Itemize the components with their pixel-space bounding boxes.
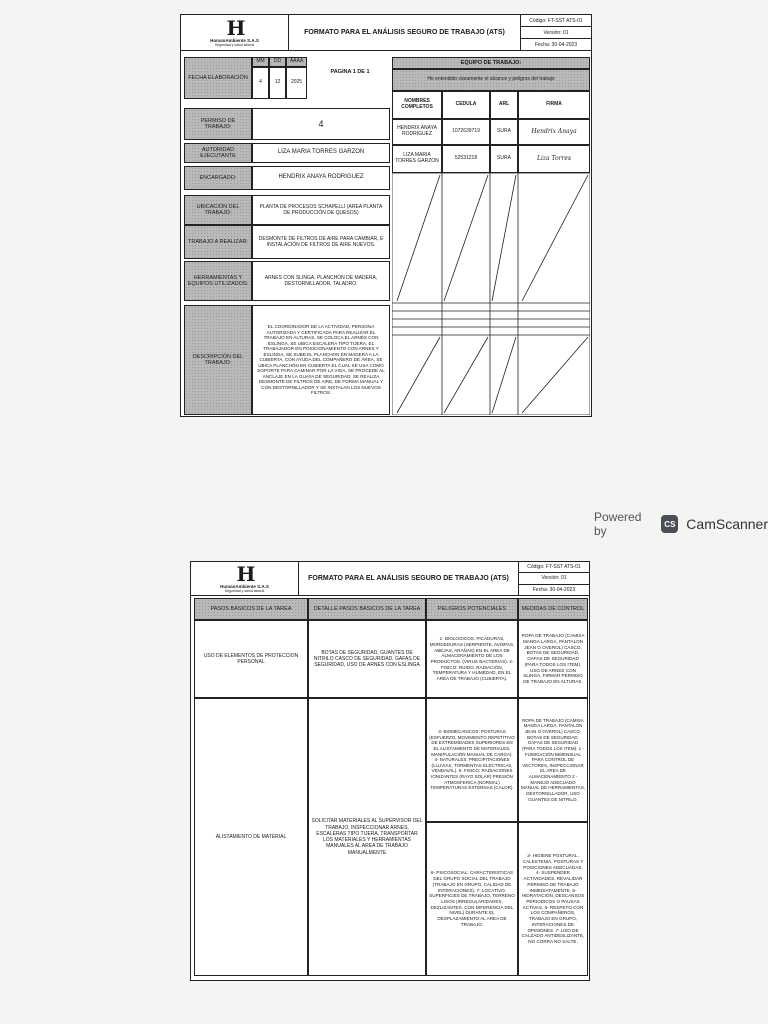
col-cedula: CEDULA: [442, 91, 490, 119]
form-code: Código: FT-SST ATS-01: [521, 15, 591, 27]
row1-peligros: 1- BIOLOGICOS: PICADURAS, MORDEDURAS (SERPIENTE, AVISPAS, ABEJAS, ARAÑAS) EN EL AREA DE ALMACENAMIENTO DE LOS PRODUCTOS. (VIRUS BACTERIAS). 2- FISICO: RUIDO, RADIACIÓN, TEMPERATURA Y HUMEDAD, EN EL AREA DE TRABAJO (CUBIERTA).: [426, 620, 518, 698]
equipo-note: He entendido claramente el alcance y peligros del trabajo: [392, 69, 590, 91]
trabajo-label: TRABAJO A REALIZAR:: [184, 225, 252, 259]
herramientas-label: HERRAMIENTAS Y EQUIPOS UTILIZADOS:: [184, 261, 252, 301]
form-title: FORMATO PARA EL ANÁLISIS SEGURO DE TRABAJO (ATS): [289, 15, 521, 50]
row1-paso: USO DE ELEMENTOS DE PROTECCION PERSONAL: [194, 620, 308, 698]
company-name: HumanAmbiente S.A.S: [220, 584, 269, 589]
header-detalle: DETALLE PASOS BÁSICOS DE LA TAREA: [308, 598, 426, 620]
permiso-label: PERMISO DE TRABAJO:: [184, 108, 252, 140]
form-meta: [519, 562, 589, 595]
row2-peligros-b: 6- PSICOSOCIAL: CARACTERISTICAS DEL GRUPO SOCIAL DEL TRABAJO (TRABAJO EN GRUPO, CALIDAD DE INTERACIONES). 7- LOCATIVO: SUPERFICIES DE TRABAJO, TERRENO LISOS (IRREGULARIDADES, DEZLIZANTES, CON DIFERENCIA DEL NIVEL) DURANTE EL DESPLAZAMIENTO AL AREA DE TRABAJO.: [426, 822, 518, 976]
row2-paso: ALISTAMIENTO DE MATERIAL: [194, 698, 308, 976]
autoridad-value: LIZA MARIA TORRES GARZON: [252, 143, 390, 163]
crossed-empty-rows: [392, 173, 590, 415]
encargado-label: ENCARGADO:: [184, 166, 252, 190]
row2-medidas-a: ROPA DE TRABAJO (CAMISA MANGA LARGA, PANTALON JEAN O OVEROL) CASCO, BOTAS DE SEGURIDAD, GAFAS DE SEGURIDAD (PARA TODOS LOS ITEM). 1 - FUMIGACIÓN BIMENSUAL PARA CONTROL DE VECTORES, INSPECCIONAR EL AREA DE ALMACENAMIENTO 2 - MANEJO ADECUADO MANUAL DE HERRAMIENTAS, DESTORNILLADOR, USO GUANTES DE NITRILO.: [518, 698, 588, 822]
company-name: HumanAmbiente S.A.S: [210, 38, 259, 43]
aaaa-value: 2025: [286, 67, 307, 99]
fecha-label: FECHA ELABORACIÓN: [184, 57, 252, 99]
worker-signature: Liza Torres: [518, 145, 590, 173]
header-medidas: MEDIDAS DE CONTROL: [518, 598, 588, 620]
herramientas-value: ARNES CON SLINGA, PLANCHON DE MADERA, DESTORNILLADOR, TALADRO.: [252, 261, 390, 301]
trabajo-value: DESMONTE DE FILTROS DE AIRE PARA CAMBIAR, E INSTALACIÓN DE FILTROS DE AIRE NUEVOS.: [252, 225, 390, 259]
ubicacion-label: UBICACIÓN DEL TRABAJO:: [184, 195, 252, 225]
powered-by-text: Powered by: [594, 510, 642, 538]
form-title: FORMATO PARA EL ANÁLISIS SEGURO DE TRABAJO (ATS): [299, 562, 519, 595]
descripcion-label: DESCRIPCIÓN DEL TRABAJO:: [184, 305, 252, 415]
header-peligros: PELIGROS POTENCIALES: [426, 598, 518, 620]
ats-form-page-2: [190, 561, 590, 981]
camscanner-name: CamScanner: [686, 516, 768, 532]
company-tagline: Seguridad y salud laboral: [214, 43, 255, 47]
worker-arl: SURA: [490, 119, 518, 145]
worker-cedula: 1072639719: [442, 119, 490, 145]
mm-label: MM: [252, 57, 269, 67]
worker-nombre: LIZA MARIA TORRES GARZON: [392, 145, 442, 173]
header-pasos: PASOS BÁSICOS DE LA TAREA: [194, 598, 308, 620]
camscanner-brand: [594, 510, 768, 538]
company-logo: H HumanAmbiente S.A.S Seguridad y salud laboral: [181, 15, 289, 50]
col-nombres: NOMBRES COMPLETOS: [392, 91, 442, 119]
form-version: Versión: 01: [519, 573, 589, 584]
aaaa-label: AAAA: [286, 57, 307, 67]
form-meta: [521, 15, 591, 50]
worker-cedula: 52531218: [442, 145, 490, 173]
company-logo: H HumanAmbiente S.A.S Seguridad y salud laboral: [191, 562, 299, 595]
mm-value: 4: [252, 67, 269, 99]
dd-label: DD: [269, 57, 286, 67]
encargado-value: HENDRIX ANAYA RODRIGUEZ: [252, 166, 390, 190]
ats-form-page-1: [180, 14, 592, 417]
form-version: Versión: 01: [521, 27, 591, 39]
form-code: Código: FT-SST ATS-01: [519, 562, 589, 573]
equipo-title: EQUIPO DE TRABAJO:: [392, 57, 590, 69]
form-date: Fecha: 30-04-2023: [534, 41, 578, 48]
form-header: [181, 15, 591, 51]
company-tagline: Seguridad y salud laboral: [224, 589, 265, 593]
row2-peligros-a: 3- BIOMECANICOS: POSTURAS (ESFUERZO, MOVIMIENTO REPETITIVO DE EXTREMIDADES SUPERIORES EN EL ALISTAMIENTO DE MATERIALES, MANIPULACIÓN MANUAL DE CARGA). 4- NATURALES: PRECIPITACIONES (LLUVIAS, TORMENTAS ELECTRICAS, VENDAVAL). 5- FISICO: RADIACIONES IONIZANTES (RAYO SOLAR) PRESIÓN ATMOSFERICA (NORMAL) TEMPERATURAS EXTERNAS (CALOR).: [426, 698, 518, 822]
worker-arl: SURA: [490, 145, 518, 173]
pagina-indicator: PAGINA 1 DE 1: [330, 69, 370, 75]
ubicacion-value: PLANTA DE PROCESOS SCHAPELLI (AREA PLANTA DE PRODUCCIÓN DE QUESOS): [252, 195, 390, 225]
camscanner-icon: CS: [661, 515, 678, 533]
risk-table: [194, 598, 588, 978]
row2-detalle: SOLICITAR MATERIALES AL SUPERVISOR DEL TRABAJO, INSPECCIONAR ARNES, ESCALERAS TIPO TIJERA, TRANSPORTAR LOS MATERIALES Y HERRAMIENTAS MANUALES AL AREA DE TRABAJO MANUALMENTE: [308, 698, 426, 976]
worker-nombre: HENDRIX ANAYA RODRIGUEZ: [392, 119, 442, 145]
row2-medidas-b: 3- HIGIENE POSTURAL, CALESTENIA, POSTURAS Y POSICIONES ADECUADAS. 4- SUSPENDER ACTIVIDADES, REVALIDAR PERMISO DE TRABAJO INMEDIATAMENTE. 5- HIDRATACIÓN, DESCANSOS PERIODICOS O PAUSAS ACTIVAS. 6- RESPETO CON LOS COMPAÑEROS, TRABAJO EN GRUPO, INTERACIONES DE OPINIONES. 7- USO DE CALZADO ANTIDESLIZANTE, NO CORRA NO SALTE.: [518, 822, 588, 976]
col-firma: FIRMA: [518, 91, 590, 119]
dd-value: 12: [269, 67, 286, 99]
form-header: [191, 562, 589, 596]
autoridad-label: AUTORIDAD EJECUTANTE: [184, 143, 252, 163]
permiso-value: 4: [252, 108, 390, 140]
descripcion-value: EL COORDINADOR DE LA ACTIVIDAD, PERSONA AUTORIZADA Y CERTIFICADA PARA REALIZAR EL TRABAJO EN ALTURAS, SE COLOCA EL ARNÉS CON ESLINGA, SE UBICA ESCALERA TIPO TIJERA, EL TRABAJADOR EN POSICIONAMIENTO CON ARNES Y ESLINGA, SE SUBE EL PLANCHON EN MADERA A LA CUBIERTA, CON AYUDA DEL COMPAÑERO DE ÁREA, SE UBICA PLANCHÓN EN CUBIERTA EL CUAL SE USA COMO SOPORTE PARA CAMINAR POR LA VIGA, SE PROCEDE AL ANCLAJE EN LA GUAYA DE SEGURIDAD, SE REALIZA DESMONTE DE FILTROS DE AIRE, DE FORMA MANUAL Y CON DESTORNILLADOR Y SE INSTALAN LOS NUEVOS FILTROS.: [252, 305, 390, 415]
row1-medidas: ROPA DE TRABAJO (CAMISA MANGA LARGA, PANTALON JEAN O OVEROL) CASCO, BOTAS DE SEGURIDAD, GAFAS DE SEGURIDAD (PARA TODOS LOS ITEM). USO DE ARNES CON SLINGA. FIRMAR PERMISO DE TRABAJO EN ALTURAS.: [518, 620, 588, 698]
row1-detalle: BOTAS DE SEGURIDAD, GUANTES DE NITRILO CASCO DE SEGURIDAD, GAFAS DE SEGURIDAD, USO DE ARNES CON ESLINGA: [308, 620, 426, 698]
col-arl: ARL: [490, 91, 518, 119]
worker-signature: Hendrix Anaya: [518, 119, 590, 145]
form-date: Fecha: 30-04-2023: [532, 586, 576, 593]
